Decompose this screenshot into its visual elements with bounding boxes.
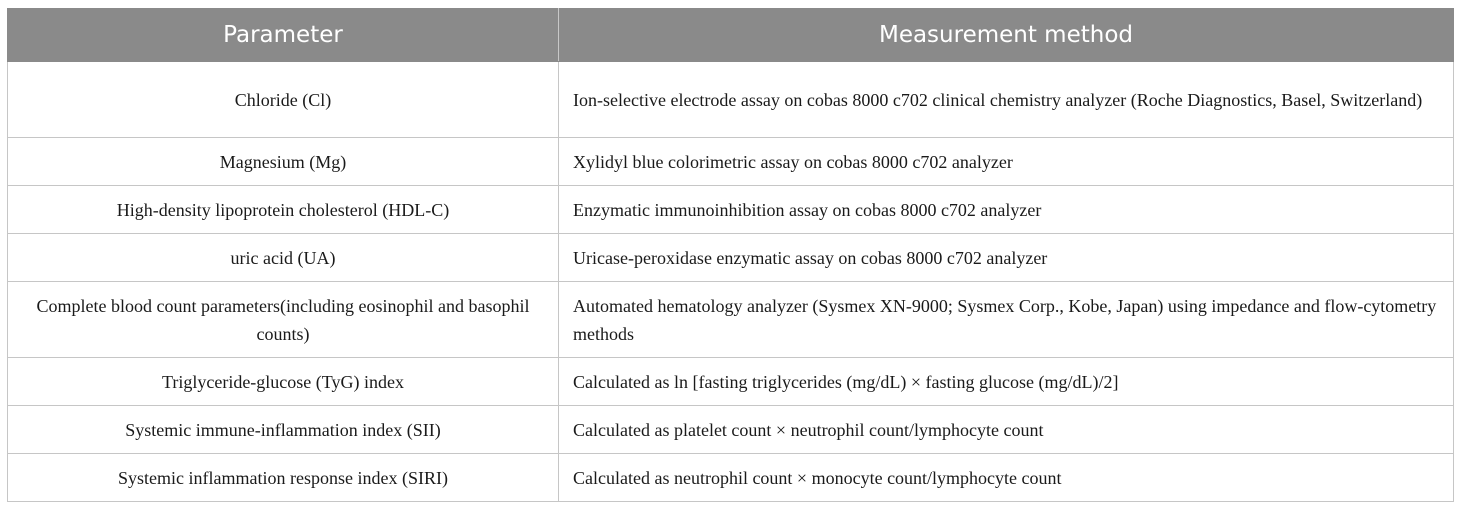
table-row (8, 282, 1454, 358)
measurement-table-container (7, 8, 1453, 502)
parameter-cell: Systemic immune-inflammation index (SII) (8, 406, 559, 454)
parameter-cell: Magnesium (Mg) (8, 138, 559, 186)
header-parameter: Parameter (8, 9, 559, 62)
method-cell: Calculated as neutrophil count × monocyte count/lymphocyte count (559, 454, 1454, 502)
table-row (8, 138, 1454, 186)
method-cell: Calculated as ln [fasting triglycerides (mg/dL) × fasting glucose (mg/dL)/2] (559, 358, 1454, 406)
method-cell: Ion-selective electrode assay on cobas 8000 c702 clinical chemistry analyzer (Roche Diagnostics, Basel, Switzerland) (559, 62, 1454, 138)
parameter-cell: Systemic inflammation response index (SIRI) (8, 454, 559, 502)
parameter-cell: Complete blood count parameters(including eosinophil and basophil counts) (8, 282, 559, 358)
parameter-cell: High-density lipoprotein cholesterol (HDL-C) (8, 186, 559, 234)
parameter-cell: Chloride (Cl) (8, 62, 559, 138)
table-row (8, 62, 1454, 138)
method-cell: Uricase-peroxidase enzymatic assay on cobas 8000 c702 analyzer (559, 234, 1454, 282)
parameter-cell: uric acid (UA) (8, 234, 559, 282)
method-cell: Automated hematology analyzer (Sysmex XN-9000; Sysmex Corp., Kobe, Japan) using impedance and flow-cytometry methods (559, 282, 1454, 358)
table-row (8, 358, 1454, 406)
header-row (8, 9, 1454, 62)
method-cell: Calculated as platelet count × neutrophil count/lymphocyte count (559, 406, 1454, 454)
measurement-methods-table (7, 8, 1454, 502)
parameter-cell: Triglyceride-glucose (TyG) index (8, 358, 559, 406)
method-cell: Xylidyl blue colorimetric assay on cobas 8000 c702 analyzer (559, 138, 1454, 186)
table-row (8, 186, 1454, 234)
table-body (8, 62, 1454, 502)
table-header (8, 9, 1454, 62)
method-cell: Enzymatic immunoinhibition assay on cobas 8000 c702 analyzer (559, 186, 1454, 234)
table-row (8, 406, 1454, 454)
header-measurement-method: Measurement method (559, 9, 1454, 62)
table-row (8, 454, 1454, 502)
table-row (8, 234, 1454, 282)
